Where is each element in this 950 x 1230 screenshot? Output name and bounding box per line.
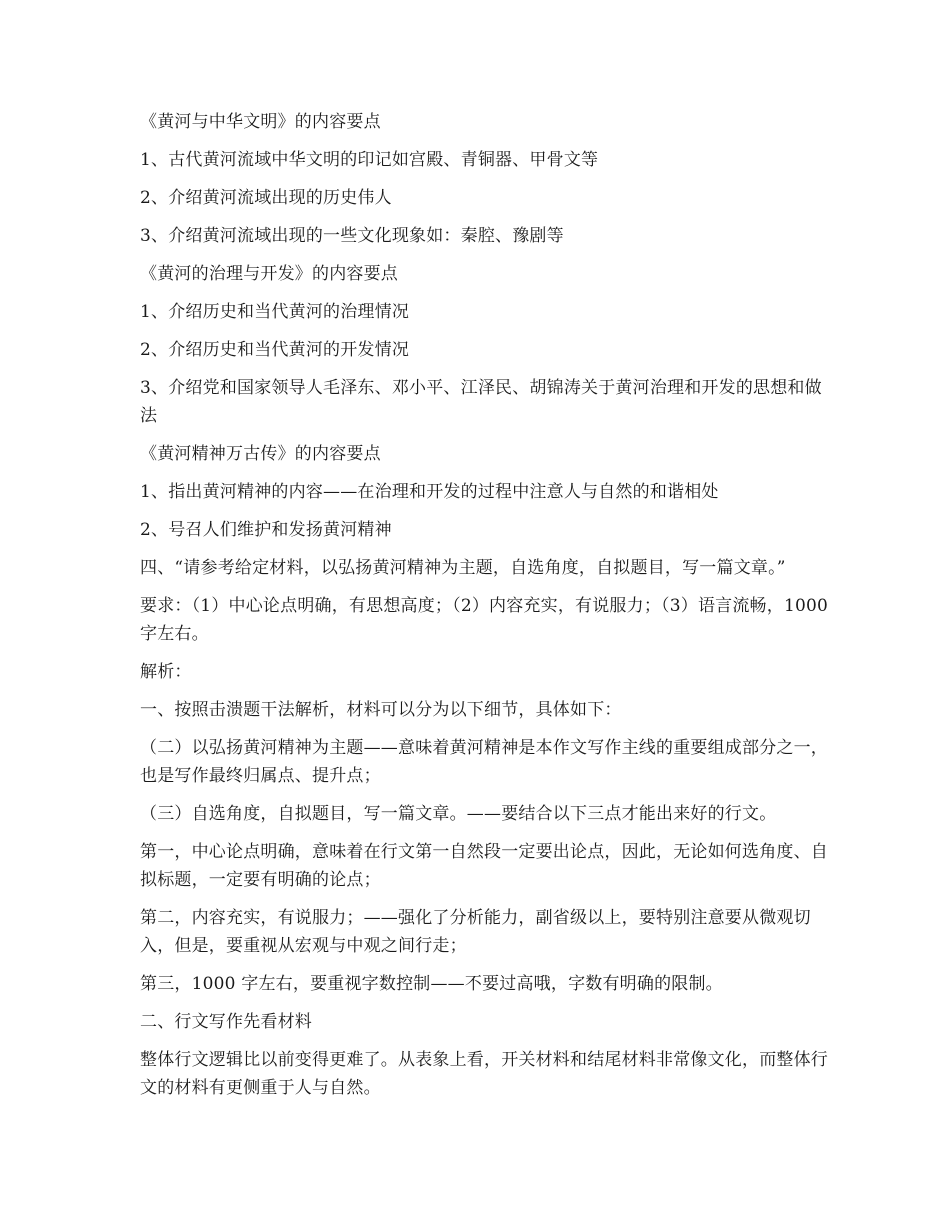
analysis-paragraph: 第二，内容充实，有说服力；——强化了分析能力，副省级以上，要特别注意要从微观切入，但是，要重视从宏观与中观之间行走； [140,908,811,956]
analysis-label: 解析： [140,662,192,682]
list-item: 2、介绍黄河流域出现的历史伟人 [140,188,392,208]
list-item: 1、古代黄河流域中华文明的印记如宫殿、青铜器、甲骨文等 [140,150,599,170]
list-item: 2、号召人们维护和发扬黄河精神 [140,520,392,540]
analysis-paragraph: 第三，1000 字左右，要重视字数控制——不要过高哦，字数有明确的限制。 [140,974,723,994]
list-item: 1、介绍历史和当代黄河的治理情况 [140,302,410,322]
analysis-paragraph: （二）以弘扬黄河精神为主题——意味着黄河精神是本作文写作主线的重要组成部分之一，也是写作最终归属点、提升点； [140,738,828,786]
requirements: 要求：（1）中心论点明确，有思想高度；（2）内容充实，有说服力；（3）语言流畅，1000 字左右。 [140,596,829,644]
list-item: 2、介绍历史和当代黄河的开发情况 [140,340,410,360]
section-heading-civilization: 《黄河与中华文明》的内容要点 [140,112,381,132]
analysis-paragraph: 第一，中心论点明确，意味着在行文第一自然段一定要出论点，因此，无论如何选角度、自拟标题，一定要有明确的论点； [140,842,828,890]
analysis-paragraph: 整体行文逻辑比以前变得更难了。从表象上看，开关材料和结尾材料非常像文化，而整体行文的材料有更侧重于人与自然。 [140,1050,828,1098]
list-item: 3、介绍党和国家领导人毛泽东、邓小平、江泽民、胡锦涛关于黄河治理和开发的思想和做法 [140,378,822,426]
section-heading-spirit: 《黄河精神万古传》的内容要点 [140,444,381,464]
question-prompt: 四、“请参考给定材料，以弘扬黄河精神为主题，自选角度，自拟题目，写一篇文章。” [140,558,786,578]
section-heading-governance: 《黄河的治理与开发》的内容要点 [140,264,398,284]
section-heading-material: 二、行文写作先看材料 [140,1012,312,1032]
list-item: 1、指出黄河精神的内容——在治理和开发的过程中注意人与自然的和谐相处 [140,482,719,502]
analysis-paragraph: 一、按照击溃题干法解析，材料可以分为以下细节，具体如下： [140,700,622,720]
analysis-paragraph: （三）自选角度，自拟题目，写一篇文章。——要结合以下三点才能出来好的行文。 [140,804,777,824]
list-item: 3、介绍黄河流域出现的一些文化现象如：秦腔、豫剧等 [140,226,564,246]
document-page [140,108,830,1112]
